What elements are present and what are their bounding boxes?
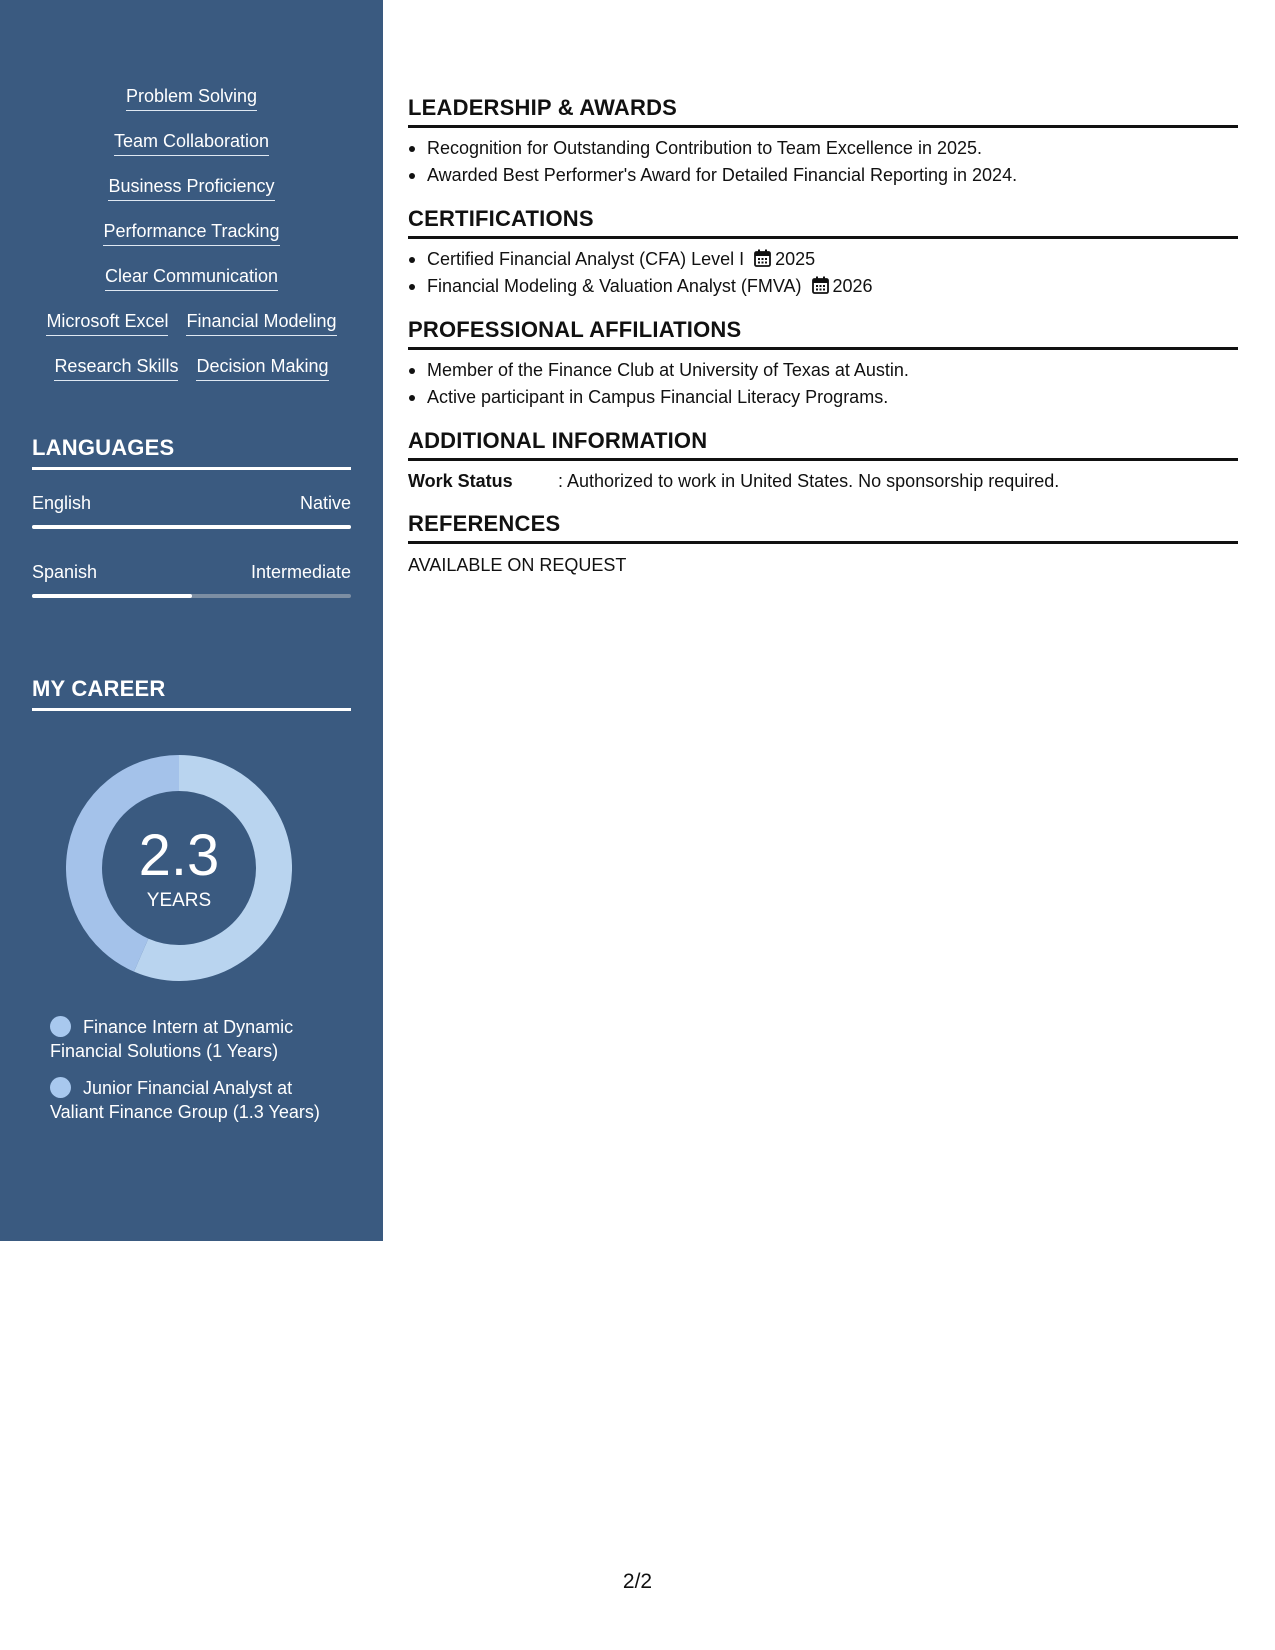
skill-row bbox=[20, 266, 363, 311]
leadership-list bbox=[408, 135, 1238, 189]
sidebar bbox=[0, 0, 383, 1241]
language-proficiency-bar bbox=[32, 594, 351, 598]
certification-name: Financial Modeling & Valuation Analyst (FMVA) bbox=[427, 276, 802, 296]
affiliations-list bbox=[408, 357, 1238, 411]
list-item bbox=[408, 273, 1238, 300]
career-heading: MY CAREER bbox=[32, 676, 351, 711]
certifications-list bbox=[408, 246, 1238, 300]
skill-tag: Business Proficiency bbox=[108, 176, 274, 201]
list-item bbox=[408, 246, 1238, 273]
skill-tag: Microsoft Excel bbox=[46, 311, 168, 336]
languages-heading: LANGUAGES bbox=[32, 435, 351, 470]
page-number: 2/2 bbox=[622, 1570, 653, 1593]
certification-year: 2026 bbox=[832, 276, 873, 296]
career-legend bbox=[50, 1015, 320, 1137]
career-legend-item bbox=[50, 1015, 320, 1063]
skill-tag: Decision Making bbox=[196, 356, 328, 381]
legend-dot-icon bbox=[50, 1016, 71, 1037]
skill-row bbox=[20, 311, 363, 356]
skill-row bbox=[20, 176, 363, 221]
language-level: Native bbox=[299, 493, 351, 513]
additional-info-heading: ADDITIONAL INFORMATION bbox=[408, 428, 1238, 461]
skill-tag: Performance Tracking bbox=[103, 221, 279, 246]
skill-tag: Team Collaboration bbox=[114, 131, 269, 156]
work-status-row bbox=[408, 471, 1238, 492]
career-legend-text: Junior Financial Analyst at Valiant Finance Group (1.3 Years) bbox=[50, 1078, 320, 1122]
references-heading: REFERENCES bbox=[408, 511, 1238, 544]
list-item: Recognition for Outstanding Contribution to Team Excellence in 2025. bbox=[408, 135, 1238, 162]
list-item: Member of the Finance Club at University of Texas at Austin. bbox=[408, 357, 1238, 384]
language-name: Spanish bbox=[32, 562, 98, 582]
career-legend-text: Finance Intern at Dynamic Financial Solutions (1 Years) bbox=[50, 1017, 294, 1061]
skill-tag: Research Skills bbox=[54, 356, 178, 381]
career-donut-chart bbox=[66, 755, 292, 981]
skills-list bbox=[20, 86, 363, 401]
leadership-heading: LEADERSHIP & AWARDS bbox=[408, 95, 1238, 128]
affiliations-heading: PROFESSIONAL AFFILIATIONS bbox=[408, 317, 1238, 350]
career-legend-item bbox=[50, 1076, 320, 1124]
language-name: English bbox=[32, 493, 92, 513]
calendar-icon bbox=[754, 249, 771, 267]
list-item: Active participant in Campus Financial Literacy Programs. bbox=[408, 384, 1238, 411]
skill-row bbox=[20, 131, 363, 176]
certification-year: 2025 bbox=[775, 249, 816, 269]
skill-tag: Financial Modeling bbox=[186, 311, 336, 336]
skill-tag: Clear Communication bbox=[105, 266, 278, 291]
skill-row bbox=[20, 221, 363, 266]
career-total-years: 2.3 bbox=[138, 823, 220, 888]
work-status-value: : Authorized to work in United States. No sponsorship required. bbox=[558, 471, 1060, 491]
language-level: Intermediate bbox=[250, 562, 351, 582]
references-text: AVAILABLE ON REQUEST bbox=[408, 555, 627, 575]
language-item bbox=[32, 562, 351, 598]
career-years-unit: YEARS bbox=[146, 890, 212, 911]
calendar-icon bbox=[812, 276, 829, 294]
certifications-heading: CERTIFICATIONS bbox=[408, 206, 1238, 239]
language-proficiency-fill bbox=[32, 525, 351, 529]
language-proficiency-fill bbox=[32, 594, 192, 598]
legend-dot-icon bbox=[50, 1077, 71, 1098]
skill-tag: Problem Solving bbox=[126, 86, 257, 111]
skill-row bbox=[20, 86, 363, 131]
language-item bbox=[32, 493, 351, 529]
skill-row bbox=[20, 356, 363, 401]
language-proficiency-bar bbox=[32, 525, 351, 529]
list-item: Awarded Best Performer's Award for Detailed Financial Reporting in 2024. bbox=[408, 162, 1238, 189]
work-status-label: Work Status bbox=[408, 471, 513, 491]
certification-name: Certified Financial Analyst (CFA) Level I bbox=[427, 249, 745, 269]
